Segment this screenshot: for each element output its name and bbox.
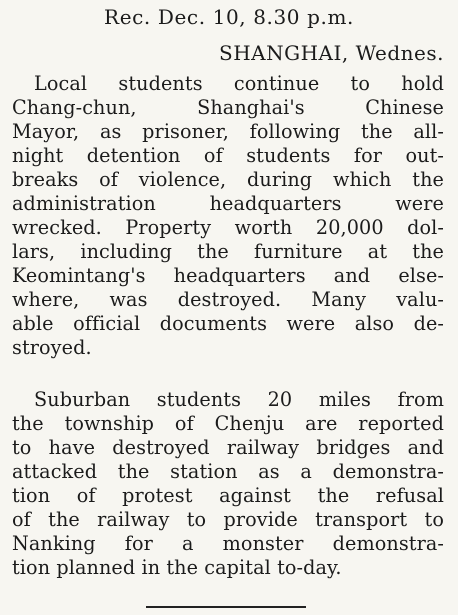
paragraph-2-line-3: to have destroyed railway bridges and [12, 436, 444, 459]
paragraph-1-line-4: night detention of students for out- [12, 144, 444, 167]
paragraph-1-line-5: breaks of violence, during which the [12, 168, 444, 191]
paragraph-1-line-12: stroyed. [12, 336, 92, 359]
paragraph-1-line-11: able official documents were also de- [12, 312, 444, 335]
paragraph-1-line-3: Mayor, as prisoner, following the all- [12, 120, 444, 143]
paragraph-2-line-1: Suburban students 20 miles from [34, 388, 444, 411]
paragraph-2-line-7: Nanking for a monster demonstra- [12, 532, 444, 555]
paragraph-1-line-6: administration headquarters were [12, 192, 444, 215]
received-timestamp: Rec. Dec. 10, 8.30 p.m. [104, 5, 354, 29]
closing-rule [146, 606, 306, 608]
paragraph-1-line-1: Local students continue to hold [34, 72, 444, 95]
paragraph-1-line-2: Chang-chun, Shanghai's Chinese [12, 96, 444, 119]
paragraph-2-line-6: of the railway to provide transport to [12, 508, 444, 531]
paragraph-2-line-8: tion planned in the capital to-day. [12, 556, 342, 579]
paragraph-1-line-9: Keomintang's headquarters and else- [12, 264, 444, 287]
paragraph-1-line-7: wrecked. Property worth 20,000 dol- [12, 216, 444, 239]
dateline: SHANGHAI, Wednes. [219, 41, 444, 65]
paragraph-2-line-4: attacked the station as a demonstra- [12, 460, 444, 483]
paragraph-2-line-2: the township of Chenju are reported [12, 412, 444, 435]
paragraph-2-line-5: tion of protest against the refusal [12, 484, 444, 507]
paragraph-1-line-8: lars, including the furniture at the [12, 240, 444, 263]
paragraph-1-line-10: where, was destroyed. Many valu- [12, 288, 444, 311]
